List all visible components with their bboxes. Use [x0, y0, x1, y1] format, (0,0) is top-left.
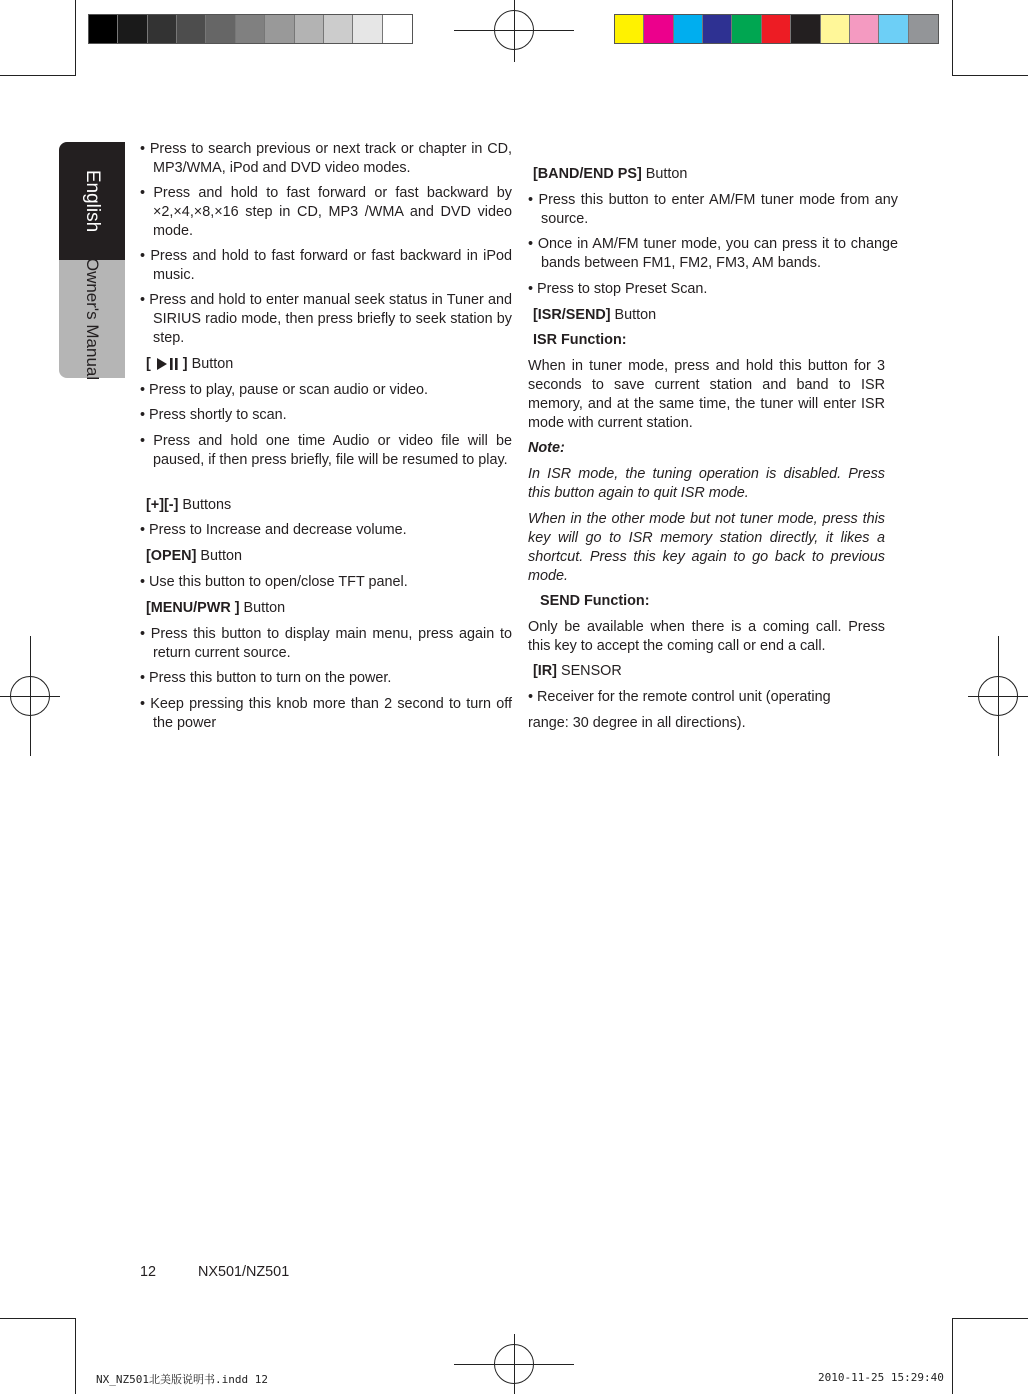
color-swatch: [644, 15, 673, 43]
manual-tab: [59, 257, 125, 381]
ir-label: SENSOR: [556, 663, 622, 679]
send-function-text: Only be available when there is a coming call. Press this key to accept the coming call or end a call.: [528, 619, 885, 654]
slug-file-name: NX_NZ501北美版说明书.indd 12: [96, 1373, 268, 1386]
search-bullet: • Press to search previous or next track or chapter in CD, MP3/WMA, iPod and DVD video modes.: [140, 141, 512, 176]
menu-pwr-bullet: • Press this button to turn on the power.: [140, 670, 392, 686]
gray-swatch: [236, 15, 265, 43]
open-heading: [146, 547, 505, 566]
language-tab-label: English: [81, 169, 103, 233]
open-bullet: • Use this button to open/close TFT panel.: [140, 574, 408, 590]
volume-label: Buttons: [178, 497, 232, 513]
color-swatch: [850, 15, 879, 43]
volume-key: [+][-]: [146, 497, 179, 513]
menu-pwr-heading: [146, 599, 505, 618]
slug-timestamp: 2010-11-25 15:29:40: [818, 1371, 944, 1384]
color-swatch: [674, 15, 703, 43]
note-text: In ISR mode, the tuning operation is disabled. Press this button again to quit ISR mode.: [528, 466, 885, 501]
send-function-title: SEND Function:: [540, 593, 650, 609]
manual-tab-label: Owner's Manual: [83, 257, 103, 381]
menu-pwr-bullet: • Press this button to display main menu, press again to return current source.: [140, 626, 512, 661]
grayscale-color-bar: [88, 14, 413, 44]
gray-swatch: [148, 15, 177, 43]
volume-bullet: • Press to Increase and decrease volume.: [140, 522, 407, 538]
band-bullet: • Press to stop Preset Scan.: [528, 281, 708, 297]
play-pause-bullet: • Press shortly to scan.: [140, 407, 287, 423]
note-text: When in the other mode but not tuner mode, press this key will go to ISR memory station directly, it likes a shortcut. Press this key again to go back to previous mode.: [528, 511, 885, 584]
isr-paragraph: When in tuner mode, press and hold this button for 3 seconds to save current station and band to ISR memory, and at the same time, the tuner will enter ISR mode with current station.: [528, 358, 885, 431]
ir-key: [IR]: [533, 663, 557, 679]
search-bullet: • Press and hold to fast forward or fast backward by ×2,×4,×8,×16 step in CD, MP3 /WMA and DVD video mode.: [140, 185, 512, 239]
isr-label: Button: [610, 307, 657, 323]
search-bullet: • Press and hold to enter manual seek status in Tuner and SIRIUS radio mode, then press briefly to seek station by step.: [140, 292, 512, 346]
ir-line: range: 30 degree in all directions).: [528, 715, 746, 731]
search-bullet: • Press and hold to fast forward or fast backward in iPod music.: [140, 248, 512, 283]
language-tab: [59, 142, 125, 260]
color-swatch: [615, 15, 644, 43]
color-swatch: [909, 15, 938, 43]
menu-pwr-bullet: • Keep pressing this knob more than 2 second to turn off the power: [140, 696, 512, 731]
play-pause-open-bracket: [: [146, 356, 151, 372]
gray-swatch: [383, 15, 412, 43]
color-swatch: [762, 15, 791, 43]
band-bullet: • Press this button to enter AM/FM tuner mode from any source.: [528, 192, 898, 227]
ir-heading: [533, 662, 890, 681]
process-color-bar: [614, 14, 939, 44]
gray-swatch: [353, 15, 382, 43]
band-bullet: • Once in AM/FM tuner mode, you can press it to change bands between FM1, FM2, FM3, AM bands.: [528, 236, 898, 271]
isr-heading: [533, 306, 890, 325]
model-name: NX501/NZ501: [198, 1264, 290, 1280]
gray-swatch: [177, 15, 206, 43]
play-pause-close-bracket: ]: [182, 356, 188, 372]
color-swatch: [879, 15, 908, 43]
isr-key: [ISR/SEND]: [533, 307, 611, 323]
page-number: 12: [140, 1264, 157, 1280]
play-pause-icon: [155, 357, 179, 371]
color-swatch: [821, 15, 850, 43]
ir-line: • Receiver for the remote control unit (operating: [528, 689, 831, 705]
menu-pwr-label: Button: [239, 600, 286, 616]
gray-swatch: [89, 15, 118, 43]
gray-swatch: [118, 15, 147, 43]
color-swatch: [703, 15, 732, 43]
play-pause-heading: [146, 355, 505, 374]
menu-pwr-key: [MENU/PWR ]: [146, 600, 240, 616]
color-swatch: [732, 15, 761, 43]
open-key: [OPEN]: [146, 548, 197, 564]
band-label: Button: [641, 166, 688, 182]
gray-swatch: [265, 15, 294, 43]
volume-heading: [146, 496, 505, 515]
play-pause-bullet: • Press to play, pause or scan audio or video.: [140, 382, 428, 398]
open-label: Button: [196, 548, 242, 564]
gray-swatch: [206, 15, 235, 43]
play-pause-label: Button: [187, 356, 234, 372]
gray-swatch: [295, 15, 324, 43]
color-swatch: [791, 15, 820, 43]
gray-swatch: [324, 15, 353, 43]
band-heading: [533, 165, 890, 184]
play-pause-bullet: • Press and hold one time Audio or video file will be paused, if then press briefly, file will be resumed to play.: [140, 433, 512, 468]
band-key: [BAND/END PS]: [533, 166, 642, 182]
isr-function-title: ISR Function:: [533, 332, 627, 348]
note-title: Note:: [528, 440, 565, 456]
